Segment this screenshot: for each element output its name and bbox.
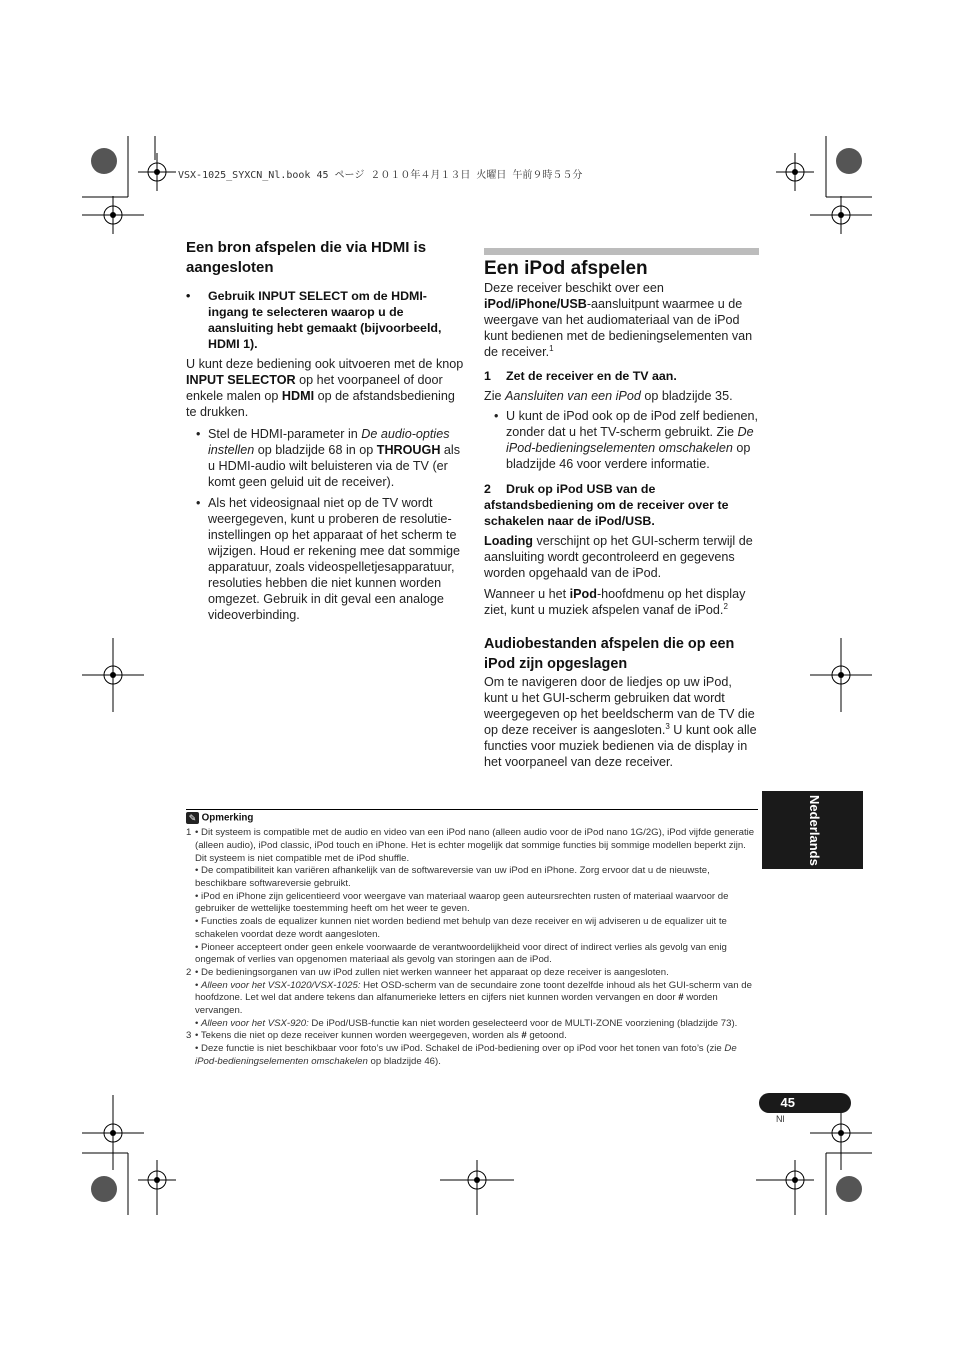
section-rule xyxy=(484,248,759,255)
audio-subheading: Audiobestanden afspelen die op een iPod zijn opgeslagen xyxy=(484,636,735,672)
note-3: 3 • Tekens die niet op deze receiver kunnen worden weergegeven, worden als # getoond. • Deze functie is niet beschikbaar voor foto’s uw iPod. Schakel de iPod-bediening over op iPod voor het tonen van foto’s (zie De iPod-bedieningselementen omschakelen op bladzijde 46). xyxy=(186,1030,737,1067)
notes-title-row xyxy=(186,812,758,825)
hdmi-instruction: • Gebruik INPUT SELECT om de HDMI-ingang te selecteren waarop u de aansluiting hebt gemaakt (bijvoorbeeld, HDMI 1). xyxy=(186,289,442,351)
note-2: 2 • De bedieningsorganen van uw iPod zullen niet werken wanneer het apparaat op deze receiver is aangesloten. • Alleen voor het VSX-1020/VSX-1025: Het OSD-scherm van de secundaire zone toont dezelfde inhoud als het GUI-scherm van de hoofdzone. Let wel dat andere tekens dan alfanumerieke letters en cijfers niet kunnen worden vervangen en door # worden vervangen. • Alleen voor het VSX-920: De iPod/USB-functie kan niet worden geselecteerd voor de MULTI-ZONE voorziening (bladzijde 73). xyxy=(186,966,752,1029)
notes-section xyxy=(186,812,758,1069)
step-1-bullet: • U kunt de iPod ook op de iPod zelf bedienen, zonder dat u het TV-scherm gebruikt. Zie De iPod-bedieningselementen omschakelen op bladzijde 46 voor verdere informatie. xyxy=(484,408,759,472)
hdmi-bullet-1: • Stel de HDMI-parameter in De audio-opties instellen op bladzijde 68 in op THROUGH als u HDMI-audio wilt beluisteren via de TV (er komt geen geluid uit de receiver). xyxy=(186,426,466,490)
note-1: 1 • Dit systeem is compatible met de audio en video van een iPod nano (alleen audio voor de iPod nano 1G/2G), iPod vijfde generatie (alleen audio), iPod classic, iPod touch en iPhone. Het is echter mogelijk dat sommige functies bij sommige modellen beperkt zijn. Dit systeem is niet compatible met de iPod shuffle. • De compatibiliteit kan variëren afhankelijk van de softwareversie van uw iPod en iPhone. Zorg ervoor dat u de nieuwste, beschikbare softwareversie gebruikt. • iPod en iPhone zijn gelicentieerd voor weergave van materiaal waarop geen auteursrechten rusten of materiaal waarvoor de gebruiker de wettelijke toestemming heeft om het weer te geven. • Functies zoals de equalizer kunnen niet worden bediend met behulp van deze receiver en wij adviseren u de equalizer uit te schakelen voordat deze wordt aangesloten. • Pioneer accepteert onder geen enkele voorwaarde de verantwoordelijkheid voor direct of indirect verlies als gevolg van enig ongemak of verlies van opgenomen materiaal als gevolg van storingen aan de iPod. xyxy=(186,827,755,966)
hdmi-heading: Een bron afspelen die via HDMI is aangesloten xyxy=(186,239,427,276)
file-header: VSX-1025_SYXCN_Nl.book 45 ページ ２０１０年４月１３日 火曜日 午前９時５５分 xyxy=(178,170,583,181)
notes-divider xyxy=(186,809,758,810)
hdmi-bullet-2: • Als het videosignaal niet op de TV wordt weergegeven, kunt u proberen de resolutie-instellingen op het apparaat of het scherm te wijzigen. Houd er rekening mee dat sommige apparatuur, zoals videospelletjesapparatuur, resoluties hebben die niet kunnen worden omgezet. Gebruik in dit geval een analoge videoverbinding. xyxy=(186,495,466,623)
language-tab: Nederlands xyxy=(762,791,863,869)
right-column xyxy=(484,258,759,774)
left-column xyxy=(186,238,466,628)
step-1-ref: Zie Aansluiten van een iPod op bladzijde 35. xyxy=(484,389,733,403)
note-icon: ✎ xyxy=(186,812,199,824)
loading-text: Loading verschijnt op het GUI-scherm terwijl de aansluiting wordt gecontroleerd en gegevens worden opgehaald van de iPod. xyxy=(484,534,753,580)
page-number: 45 xyxy=(780,1095,795,1110)
page-number-pill xyxy=(759,1093,851,1113)
page-lang: Nl xyxy=(776,1114,785,1124)
nav-text: Om te navigeren door de liedjes op uw iPod, kunt u het GUI-scherm gebruiken dat wordt weergegeven op het beeldscherm van de TV die op deze receiver is aangesloten.$^3$ U kunt ook alle functies voor muziek bedienen via de display in het voorpaneel van deze receiver. xyxy=(484,675,757,769)
ipod-intro: Deze receiver beschikt over een iPod/iPhone/USB-aansluitpunt waarmee u de weergave van het audiomateriaal van de iPod kunt bedienen met de bedieningselementen van de receiver.$^1$ xyxy=(484,281,753,359)
step-1: 1 Zet de receiver en de TV aan. xyxy=(484,369,677,383)
step-2: 2 Druk op iPod USB van de afstandsbediening om de receiver over te schakelen naar de iPod/USB. xyxy=(484,482,729,528)
hdmi-para: U kunt deze bediening ook uitvoeren met de knop INPUT SELECTOR op het voorpaneel of door enkele malen op HDMI op de afstandsbediening te drukken. xyxy=(186,357,464,419)
menu-text: Wanneer u het iPod-hoofdmenu op het display ziet, kunt u muziek afspelen vanaf de iPod.$^2$ xyxy=(484,587,746,617)
notes-title: Opmerking xyxy=(201,812,254,824)
ipod-heading: Een iPod afspelen xyxy=(484,258,648,279)
